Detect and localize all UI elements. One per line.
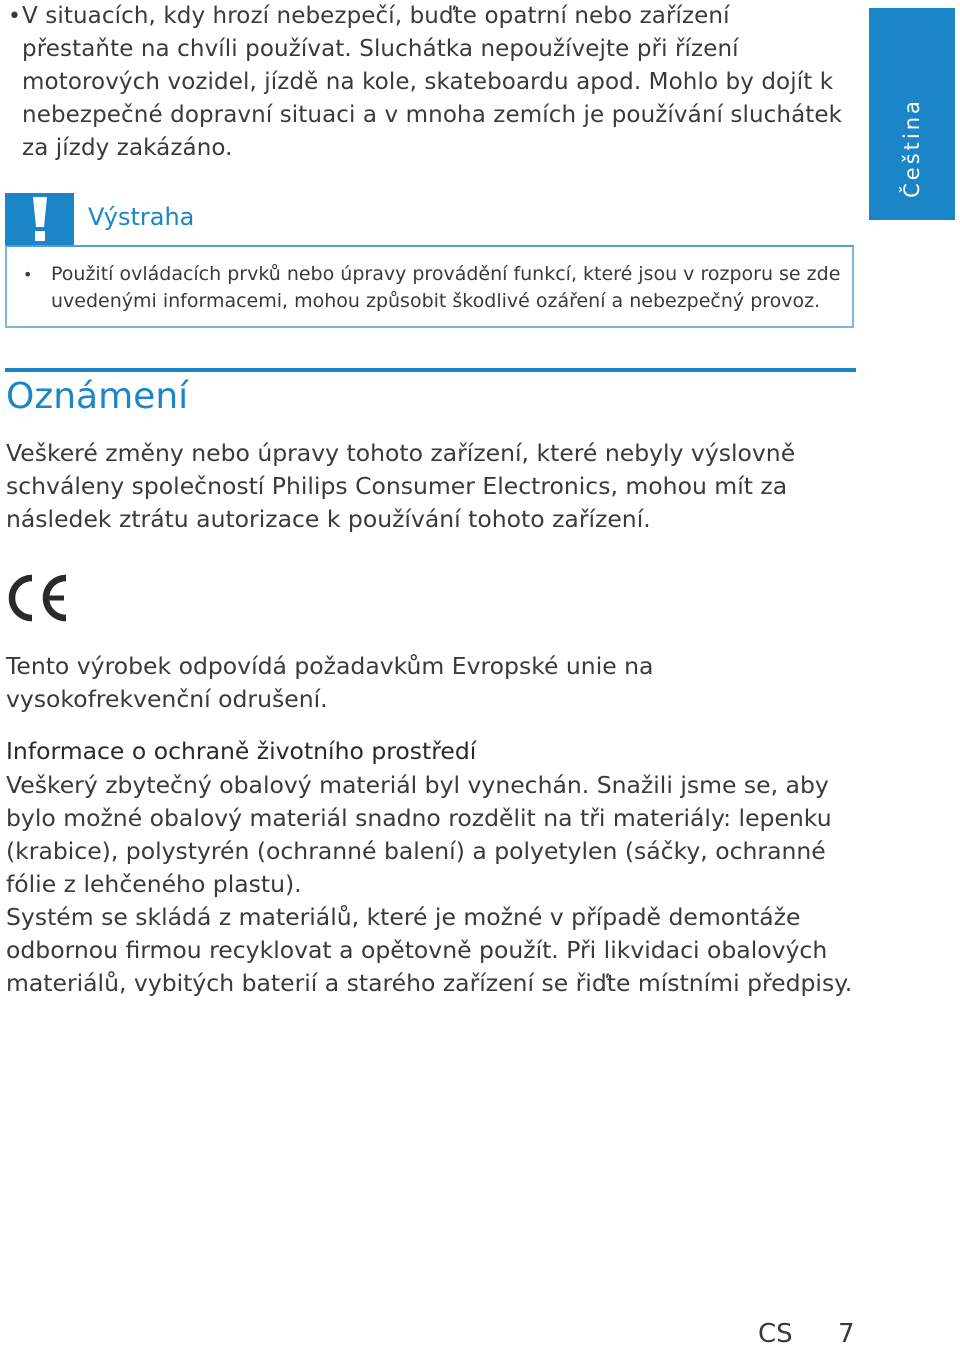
bullet-dot: • [23,265,33,284]
section-title: Oznámení [6,376,189,417]
bullet-dot: • [8,4,21,29]
environment-text-2: Systém se skládá z materiálů, které je možné v případě demontáže odbornou firmou recyklovat a opětovně použít. Při likvidaci obalových materiálů, vybitých baterií a starého zařízení se řiďte místními předpisy. [6,903,853,997]
top-bullet-item [8,0,848,165]
warning-title: Výstraha [88,203,195,231]
notice-paragraph: Veškeré změny nebo úpravy tohoto zařízení, které nebyly výslovně schváleny společností Philips Consumer Electronics, mohou mít za následek ztrátu autorizace k používání tohoto zařízení. [6,439,796,533]
environment-text-1: Veškerý zbytečný obalový materiál byl vynechán. Snažili jsme se, aby bylo možné obalový materiál snadno rozdělit na tři materiály: lepenku (krabice), polystyrén (ochranné balení) a polyetylen (sáčky, ochranné fólie z lehčeného plastu). [6,771,832,898]
environment-heading: Informace o ochraně životního prostředí [6,737,477,765]
warning-item [23,261,841,315]
language-tab-label: Čeština [900,98,924,198]
section-divider [5,368,856,372]
environment-paragraph [6,769,856,1000]
ce-logo-icon [6,574,68,622]
page-number: 7 [838,1319,855,1349]
ce-compliance-paragraph: Tento výrobek odpovídá požadavkům Evropské unie na vysokofrekvenční odrušení. [6,652,654,713]
bullet-text: V situacích, kdy hrozí nebezpečí, buďte opatrní nebo zařízení přestaňte na chvíli používat. Sluchátka nepoužívejte při řízení motorových vozidel, jízdě na kole, skateboardu apod. Mohlo by dojít k nebezpečné dopravní situaci a v mnoha zemích je používání sluchátek za jízdy zakázáno. [22,3,843,161]
warning-text: Použití ovládacích prvků nebo úpravy provádění funkcí, které jsou v rozporu se zde uvedenými informacemi, mohou způsobit škodlivé ozáření a nebezpečný provoz. [51,263,841,312]
exclamation-icon [5,193,74,245]
warning-box [5,245,854,328]
language-tab [869,8,955,220]
footer-language-code: CS [758,1319,793,1349]
